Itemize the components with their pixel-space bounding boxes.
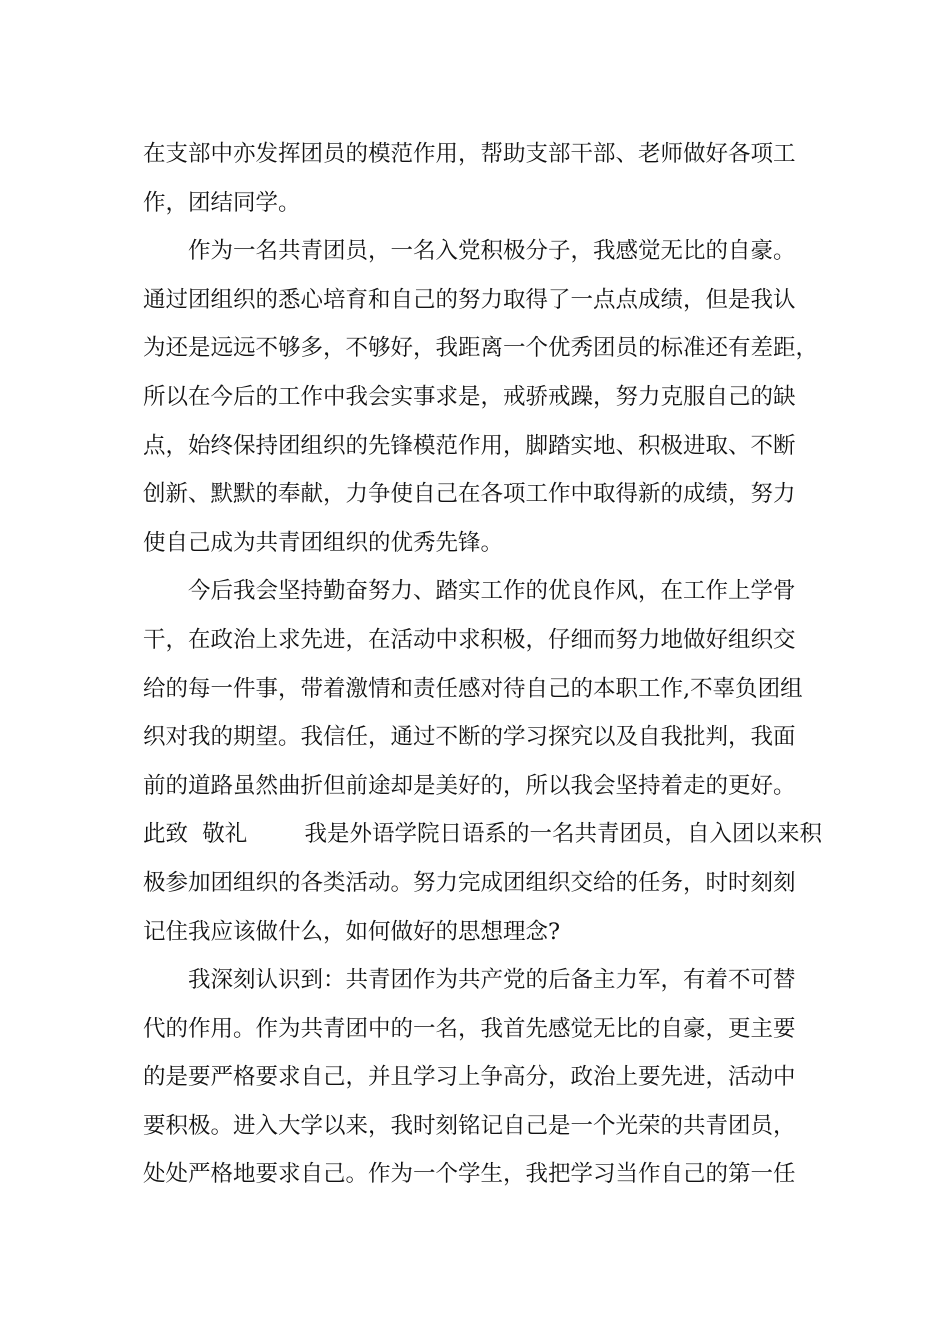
text-line: 的是要严格要求自己，并且学习上争高分，政治上要先进，活动中: [143, 1064, 796, 1091]
text-line: 代的作用。作为共青团中的一名，我首先感觉无比的自豪，更主要: [143, 1015, 796, 1042]
text-line: 织对我的期望。我信任，通过不断的学习探究以及自我批判，我面: [143, 724, 796, 751]
text-line: 点，始终保持团组织的先锋模范作用，脚踏实地、积极进取、不断: [143, 432, 796, 459]
text-line: 给的每一件事，带着激情和责任感对待自己的本职工作,不辜负团组: [143, 675, 803, 702]
body-text: [143, 130, 823, 1199]
paragraph-first-line: 作为一名共青团员，一名入党积极分子，我感觉无比的自豪。: [188, 238, 796, 265]
text-line: 记住我应该做什么，如何做好的思想理念?: [143, 918, 561, 945]
text-line: 干，在政治上求先进，在活动中求积极，仔细而努力地做好组织交: [143, 626, 796, 653]
text-line: 使自己成为共青团组织的优秀先锋。: [143, 529, 504, 556]
text-line: 所以在今后的工作中我会实事求是，戒骄戒躁，努力克服自己的缺: [143, 383, 796, 410]
text-line: 创新、默默的奉献，力争使自己在各项工作中取得新的成绩，努力: [143, 481, 796, 508]
text-line: 为还是远远不够多，不够好，我距离一个优秀团员的标准还有差距，: [143, 335, 819, 362]
text-line: 极参加团组织的各类活动。努力完成团组织交给的任务，时时刻刻: [143, 869, 796, 896]
text-line: 要积极。进入大学以来，我时刻铭记自己是一个光荣的共青团员，: [143, 1112, 796, 1139]
text-line: 作，团结同学。: [143, 189, 301, 216]
text-line: 前的道路虽然曲折但前途却是美好的，所以我会坚持着走的更好。: [143, 772, 796, 799]
text-line: 此致 敬礼 我是外语学院日语系的一名共青团员，自入团以来积: [143, 821, 823, 848]
text-line: 通过团组织的悉心培育和自己的努力取得了一点点成绩，但是我认: [143, 286, 796, 313]
paragraph-first-line: 我深刻认识到：共青团作为共产党的后备主力军，有着不可替: [188, 967, 796, 994]
text-line: 处处严格地要求自己。作为一个学生，我把学习当作自己的第一任: [143, 1161, 796, 1188]
paragraph-first-line: 今后我会坚持勤奋努力、踏实工作的优良作风，在工作上学骨: [188, 578, 796, 605]
text-line: 在支部中亦发挥团员的模范作用，帮助支部干部、老师做好各项工: [143, 141, 796, 167]
